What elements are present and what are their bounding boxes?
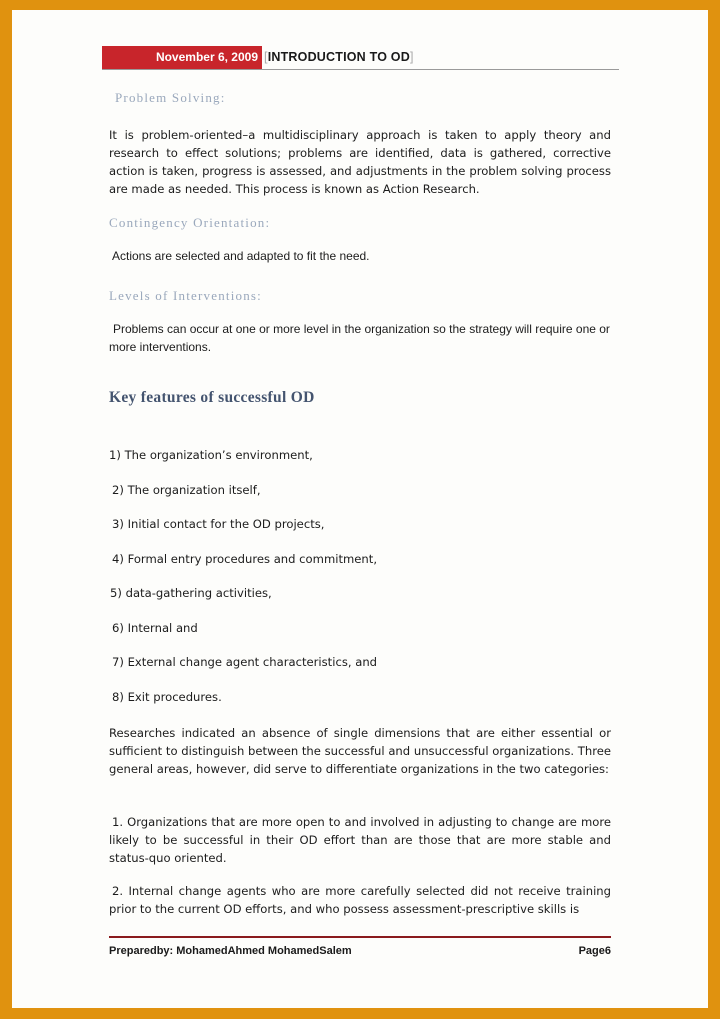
paragraph-research-point-2: 2. Internal change agents who are more carefully selected did not receive training prior to the current OD efforts, and who possess assessment-prescriptive skills is [109, 884, 611, 916]
heading-levels-of-interventions: Levels of Interventions: [109, 288, 262, 303]
paragraph-research-intro: Researches indicated an absence of single dimensions that are either essential or sufficient to distinguish between the successful and unsuccessful organizations. Three general areas, however, did serve to differentiate organizations in the two categories: [109, 726, 611, 776]
list-item: 5) data-gathering activities, [110, 586, 272, 600]
list-item: 2) The organization itself, [112, 483, 261, 497]
list-item: 8) Exit procedures. [112, 690, 222, 704]
footer-divider [109, 936, 611, 938]
heading-contingency-orientation: Contingency Orientation: [109, 215, 271, 230]
header-divider [102, 69, 619, 70]
paragraph-problem-solving: It is problem-oriented–a multidisciplinary approach is taken to apply theory and research to effect solutions; problems are identified, data is gathered, corrective action is taken, progress is assessed, and adjustments in the problem solving process are made as needed. This process is known as Action Research. [109, 128, 611, 196]
paragraph-research-point-1: 1. Organizations that are more open to and involved in adjusting to change are more likely to be successful in their OD effort than are those that are more stable and status-quo oriented. [109, 815, 611, 865]
footer-page-number: Page6 [578, 945, 611, 957]
paragraph-contingency: Actions are selected and adapted to fit the need. [112, 249, 370, 263]
header-title-text: INTRODUCTION TO OD [267, 50, 410, 64]
list-item: 6) Internal and [112, 621, 198, 635]
list-item: 7) External change agent characteristics, and [112, 655, 378, 669]
document-page [12, 10, 708, 1008]
footer-prepared-by: Preparedby: MohamedAhmed MohamedSalem [109, 945, 352, 957]
header-title: [INTRODUCTION TO OD] [264, 50, 414, 64]
list-item: 3) Initial contact for the OD projects, [112, 517, 325, 531]
heading-problem-solving: Problem Solving: [115, 90, 226, 105]
heading-key-features: Key features of successful OD [109, 389, 315, 406]
header-date-tab: November 6, 2009 [102, 46, 262, 69]
list-item: 1) The organization’s environment, [109, 448, 313, 462]
paragraph-levels: Problems can occur at one or more level in the organization so the strategy will require one or more interventions. [109, 322, 610, 354]
list-item: 4) Formal entry procedures and commitment, [112, 552, 378, 566]
